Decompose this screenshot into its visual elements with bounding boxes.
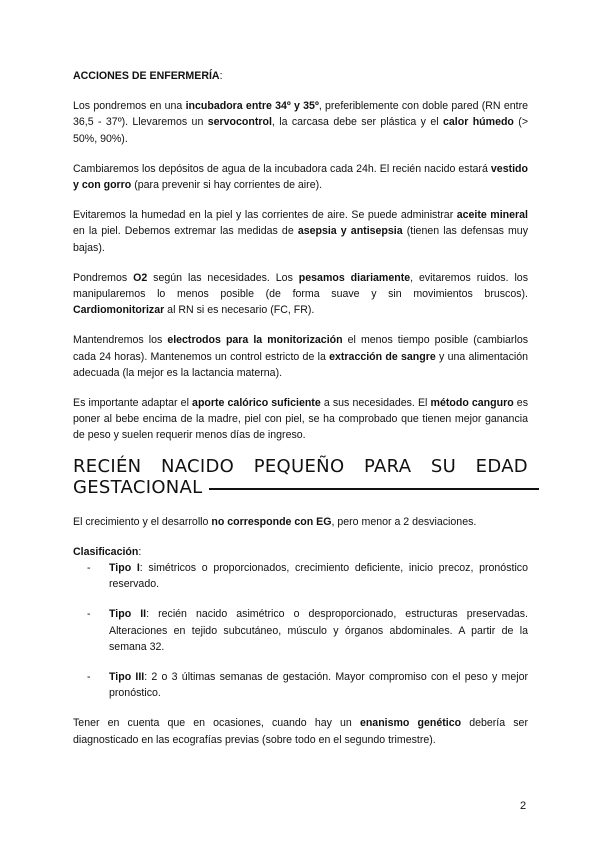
paragraph-growth: El crecimiento y el desarrollo no corresponde con EG, pero menor a 2 desviaciones. [73,515,477,528]
page-number: 2 [520,800,527,812]
section-title: RECIÉN NACIDO PEQUEÑO PARA SU EDAD GESTACIONAL [73,456,528,498]
paragraph-electrodes: Mantendremos los electrodos para la monitorización el menos tiempo posible (cambiarlos cada 24 horas). Mantenemos un control estricto de la extracción de sangre y una alimentación adecuada (la mejor es la lactancia materna). [73,334,529,379]
paragraph-incubator: Los pondremos en una incubadora entre 34º y 35º, preferiblemente con doble pared (RN entre 36,5 - 37º). Llevaremos un servocontrol, la carcasa debe ser plástica y el calor húmedo (> 50%, 90%). [73,100,529,145]
paragraph-water-deposits: Cambiaremos los depósitos de agua de la incubadora cada 24h. El recién nacido estará vestido y con gorro (para prevenir si hay corrientes de aire). [73,162,528,192]
nursing-actions-heading: ACCIONES DE ENFERMERÍA: [73,70,223,82]
classification-heading: Clasificación: [73,545,142,558]
document-page [73,68,528,748]
title-underline [209,488,539,490]
paragraph-dwarfism: Tener en cuenta que en ocasiones, cuando hay un enanismo genético debería ser diagnosticado en las ecografías previas (sobre todo en el segundo trimestre). [73,717,528,746]
list-item: - Tipo I: simétricos o proporcionados, crecimiento deficiente, inicio precoz, pronóstico reservado. [87,562,528,591]
paragraph-humidity: Evitaremos la humedad en la piel y las corrientes de aire. Se puede administrar aceite mineral en la piel. Debemos extremar las medidas de asepsia y antisepsia (tienen las defensas muy bajas). [73,209,528,254]
classification-list [73,560,528,701]
list-item: - Tipo II: recién nacido asimétrico o desproporcionado, estructuras preservadas. Alteraciones en tejido subcutáneo, músculo y órganos abdominales. A partir de la semana 32. [87,608,528,653]
paragraph-caloric: Es importante adaptar el aporte calórico suficiente a sus necesidades. El método canguro es poner al bebe encima de la madre, piel con piel, se ha comprobado que tienen mejor ganancia de peso y suelen requerir menos días de ingreso. [73,397,528,442]
list-item: - Tipo III: 2 o 3 últimas semanas de gestación. Mayor compromiso con el peso y mejor pronóstico. [87,671,528,700]
paragraph-oxygen: Pondremos O2 según las necesidades. Los pesamos diariamente, evitaremos ruidos. los manipularemos lo menos posible (de forma suave y sin movimientos bruscos). Cardiomonitorizar al RN si es necesario (FC, FR). [73,271,528,317]
